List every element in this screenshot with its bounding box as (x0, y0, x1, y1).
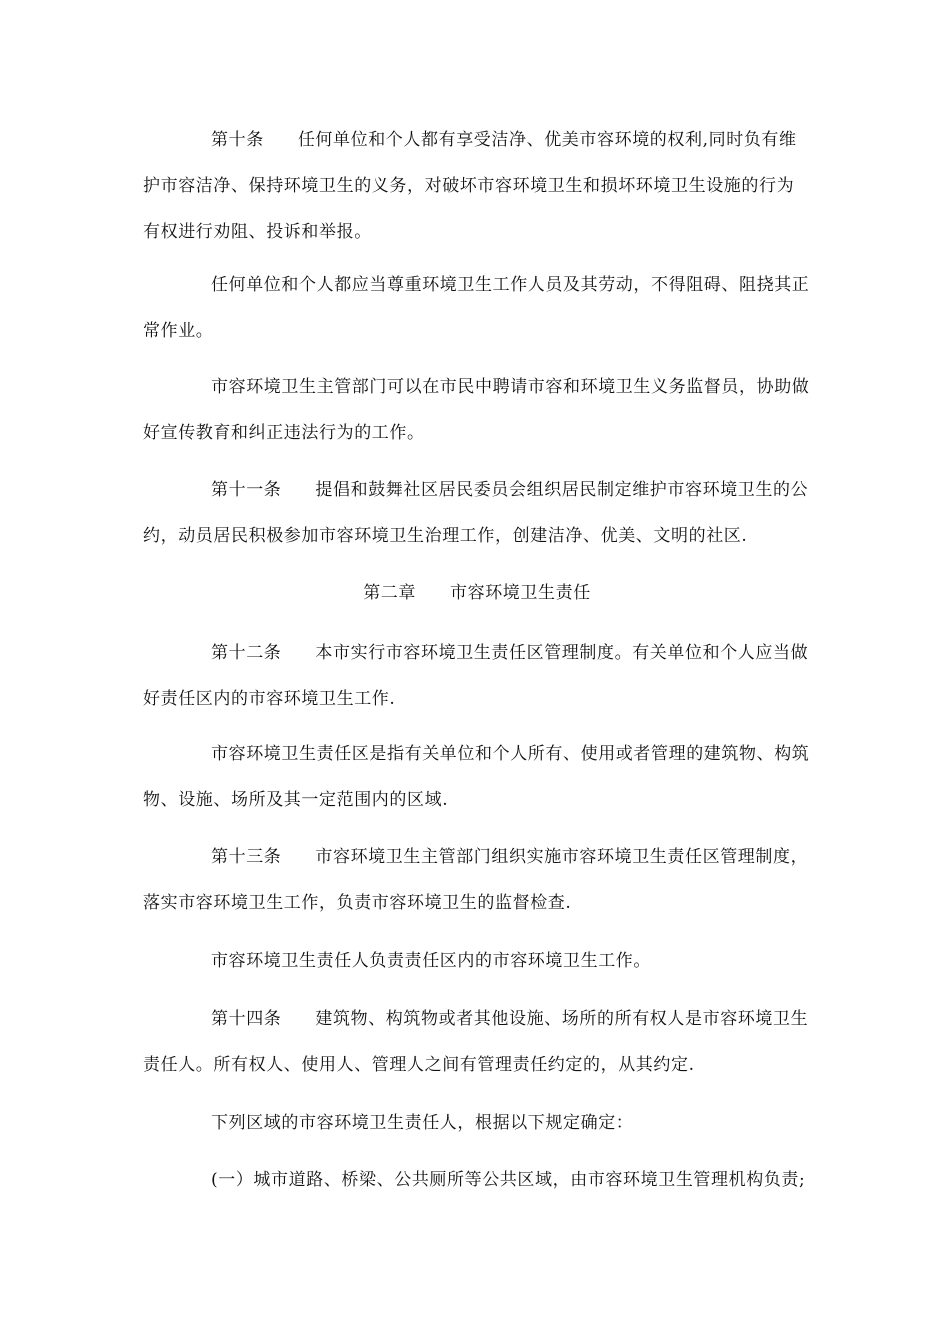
article-12-paragraph (143, 630, 811, 722)
paragraph-text: 市容环境卫生主管部门可以在市民中聘请市容和环境卫生义务监督员，协助做好宣传教育和纠正违法行为的工作。 (143, 377, 810, 443)
article-10-paragraph-2 (143, 262, 811, 354)
paragraph-text: (一）城市道路、桥梁、公共厕所等公共区域，由市容环境卫生管理机构负责; (211, 1170, 806, 1190)
article-number: 第十四条 (211, 1009, 282, 1029)
chapter-title: 市容环境卫生责任 (450, 583, 591, 603)
paragraph-text: 市容环境卫生责任人负责责任区内的市容环境卫生工作。 (211, 951, 651, 971)
chapter-heading (143, 570, 811, 616)
article-number: 第十一条 (211, 480, 282, 500)
paragraph-text: 任何单位和个人都应当尊重环境卫生工作人员及其劳动，不得阻碍、阻挠其正常作业。 (143, 275, 810, 341)
article-10-paragraph (143, 117, 811, 255)
article-number: 第十条 (211, 130, 264, 150)
article-13-paragraph (143, 834, 811, 926)
article-14-item-1 (143, 1157, 811, 1203)
article-number: 第十二条 (211, 643, 282, 663)
article-14-paragraph (143, 996, 811, 1088)
paragraph-text: 任何单位和个人都有享受洁净、优美市容环境的权利,同时负有维护市容洁净、保持环境卫生的义务，对破坏市容环境卫生和损坏环境卫生设施的行为有权进行劝阻、投诉和举报。 (143, 130, 797, 242)
paragraph-text: 提倡和鼓舞社区居民委员会组织居民制定维护市容环境卫生的公约，动员居民积极参加市容环境卫生治理工作，创建洁净、优美、文明的社区. (143, 480, 809, 546)
chapter-number: 第二章 (363, 583, 416, 603)
paragraph-text: 建筑物、构筑物或者其他设施、场所的所有权人是市容环境卫生责任人。所有权人、使用人、管理人之间有管理责任约定的，从其约定. (143, 1009, 809, 1075)
paragraph-text: 下列区域的市容环境卫生责任人，根据以下规定确定： (211, 1113, 634, 1133)
article-number: 第十三条 (211, 847, 282, 867)
article-10-paragraph-3 (143, 364, 811, 456)
paragraph-text: 本市实行市容环境卫生责任区管理制度。有关单位和个人应当做好责任区内的市容环境卫生工作. (143, 643, 809, 709)
article-14-paragraph-2 (143, 1100, 811, 1146)
article-12-paragraph-2 (143, 731, 811, 823)
article-11-paragraph (143, 467, 811, 559)
paragraph-text: 市容环境卫生主管部门组织实施市容环境卫生责任区管理制度，落实市容环境卫生工作，负责市容环境卫生的监督检查. (143, 847, 809, 913)
article-13-paragraph-2 (143, 938, 811, 984)
paragraph-text: 市容环境卫生责任区是指有关单位和个人所有、使用或者管理的建筑物、构筑物、设施、场所及其一定范围内的区域. (143, 744, 810, 810)
